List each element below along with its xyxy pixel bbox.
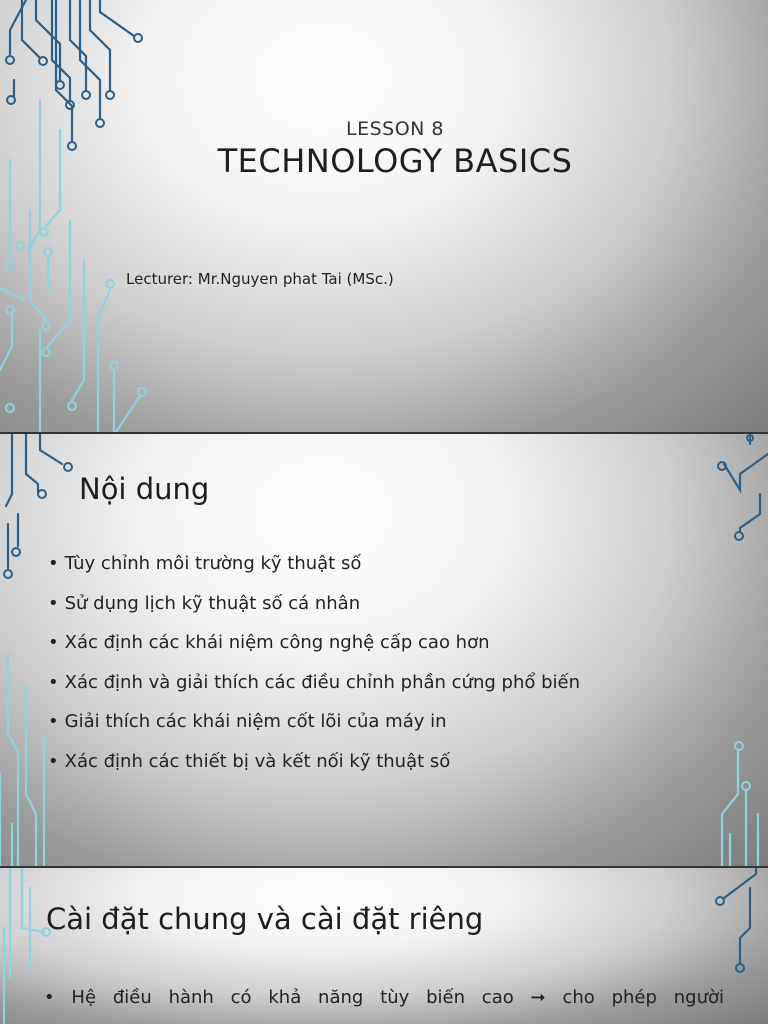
bullet-text: • Hệ điều hành có khả năng tùy biến cao ➞ cho phép người <box>44 987 724 1008</box>
slide-title[interactable] <box>0 0 768 432</box>
contents-list <box>48 552 580 789</box>
slide-heading: Nội dung <box>79 472 210 506</box>
list-item: • Tùy chỉnh môi trường kỹ thuật số <box>48 552 580 576</box>
slide-settings[interactable] <box>0 868 768 1024</box>
circuit-decoration-right-icon <box>700 434 768 866</box>
list-item: • Xác định và giải thích các điều chỉnh phần cứng phổ biến <box>48 671 580 695</box>
circuit-decoration-icon <box>0 0 160 432</box>
slide-title-text: TECHNOLOGY BASICS <box>217 142 573 180</box>
list-item: • Xác định các khái niệm công nghệ cấp cao hơn <box>48 631 580 655</box>
list-item: • Xác định các thiết bị và kết nối kỹ thuật số <box>48 750 580 774</box>
lesson-number: LESSON 8 <box>345 118 444 140</box>
lecturer-text: Lecturer: Mr.Nguyen phat Tai (MSc.) <box>126 270 394 288</box>
slide-contents[interactable] <box>0 434 768 866</box>
list-item: • Giải thích các khái niệm cốt lõi của máy in <box>48 710 580 734</box>
slide-heading: Cài đặt chung và cài đặt riêng <box>46 902 484 936</box>
list-item: • Sử dụng lịch kỹ thuật số cá nhân <box>48 592 580 616</box>
